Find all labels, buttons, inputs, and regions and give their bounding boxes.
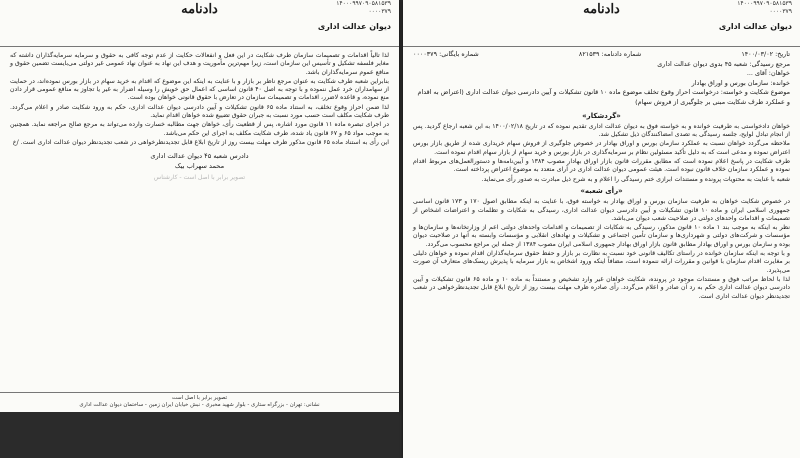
meta-plaintiff: خواهان: آقای ... bbox=[746, 69, 790, 78]
report-paragraph: طرف شکایت در پاسخ اعلام نموده است که مطابق مقررات قانون بازار اوراق بهادار مصوب ۱۳۸۴ و آیین‌نامه‌ها و دستورالعمل‌های مربوط اقدام نموده و عملکرد سازمان خلاف قانون نبوده است. هیئت عمومی دیوان عدالت اداری در آرای متعدد به موضوع اعتراض پرداخته است. bbox=[413, 158, 790, 174]
judge-name: محمد سهراب بیک bbox=[174, 162, 225, 171]
meta-archive: شماره بایگانی: ۰۰۰۰۳۷۹ bbox=[413, 50, 479, 58]
doc-number: ۱۴۰۰۰۹۹۷۰۹۰۵۸۱۵۳۹ bbox=[336, 0, 391, 7]
meta-file-no: شماره دادنامه: ۸۲۱۵۳۹ bbox=[578, 50, 642, 58]
meta-ref: مرجع رسیدگی: شعبه ۴۵ بدوی دیوان عدالت اداری bbox=[657, 59, 790, 68]
court-name: دیوان عدالت اداری bbox=[317, 22, 391, 31]
verdict-paragraph: و با توجه به اینکه سازمان خوانده در راستای تکالیف قانونی خود نسبت به نظارت بر بازار و حفظ حقوق سرمایه‌گذاران اقدام نموده و خواهان دلیلی بر مغایرت اقدام سازمان با قوانین و مقررات ارائه ننموده است، مضافاً اینکه ورود اشخاص به بازار سرمایه با پذیرش ریسک‌های متعارف آن صورت می‌پذیرد. bbox=[413, 250, 790, 274]
faint-note: تصویر برابر با اصل است - کارشناس bbox=[153, 174, 246, 182]
body-paragraph: در اجرای تبصره ماده ۱۱ قانون مورد اشاره، پس از قطعیت رأی، خواهان جهت مطالبه خسارت وارده می‌تواند به مرجع صالح مراجعه نماید. همچنین به موجب مواد ۶۵ و ۶۷ قانون یاد شده، طرف شکایت مکلف به اجرای این حکم می‌باشد. bbox=[10, 121, 389, 137]
report-heading: «گردشکار» bbox=[582, 111, 621, 120]
meta-subject: موضوع شکایت و خواسته: درخواست احراز وقوع تخلف موضوع ماده ۱۰ قانون تشکیلات و آیین دادرسی دیوان عدالت اداری (اعتراض به اقدام و عملکرد طرف شکایت مبنی بر جلوگیری از فروش سهام) bbox=[417, 88, 790, 106]
judge-signature bbox=[10, 151, 389, 171]
meta-date: تاریخ: ۱۴۰۰/۰۳/۰۲ bbox=[741, 50, 790, 58]
verdict-paragraph: لذا با لحاظ مراتب فوق و مستندات موجود در پرونده، شکایت خواهان غیر وارد تشخیص و مستنداً به ماده ۱۰ و ماده ۶۵ قانون تشکیلات و آیین دادرسی دیوان عدالت اداری حکم به رد آن صادر و اعلام می‌گردد. رأی صادره ظرف مهلت بیست روز از تاریخ ابلاغ قابل تجدیدنظرخواهی در شعب تجدیدنظر دیوان عدالت اداری است. bbox=[413, 275, 790, 300]
report-paragraph: ملاحظه می‌گردد خواهان نسبت به عملکرد سازمان بورس و اوراق بهادار در خصوص جلوگیری از فروش سهام خریداری شده از طریق بازار بورس اعتراض نموده و مدعی است که به دلیل تأکید مسئولین نظام بر سرمایه‌گذاری در بازار بورس و خرید سهام از بازار سهام اقدام نموده است. bbox=[413, 140, 790, 156]
judgment-page-2 bbox=[0, 0, 399, 412]
doc-number: ۱۴۰۰۰۹۹۷۰۹۰۵۸۱۵۳۹ bbox=[737, 0, 792, 7]
court-name: دیوان عدالت اداری bbox=[718, 22, 792, 31]
footer-certified: تصویر برابر با اصل است bbox=[171, 395, 228, 401]
meta-defendant: خوانده: سازمان بورس و اوراق بهادار bbox=[691, 78, 790, 87]
verdict-paragraph: نظر به اینکه به موجب بند ۱ ماده ۱۰ قانون مذکور، رسیدگی به شکایات از تصمیمات و اقدامات واحدهای دولتی اعم از وزارتخانه‌ها و سازمان‌ها و مؤسسات و شرکت‌های دولتی و شهرداری‌ها و سازمان تأمین اجتماعی و تشکیلات و نهادهای انقلابی و مؤسسات وابسته به آنها در صلاحیت دیوان بوده و سازمان بورس و اوراق بهادار مطابق قانون بازار اوراق بهادار جمهوری اسلامی ایران مصوب ۱۳۸۴ از جمله این مراجع محسوب می‌گردد. bbox=[413, 224, 790, 248]
brand-title: دادنامه bbox=[181, 2, 218, 17]
archive-number: ۰۰۰۰۳۷۹ bbox=[769, 8, 792, 15]
judge-title: دادرس شعبه ۴۵ دیوان عدالت اداری bbox=[150, 152, 249, 161]
verdict-paragraph: در خصوص شکایت خواهان به طرفیت سازمان بورس و اوراق بهادار به خواسته فوق، با عنایت به اینکه مطابق اصول ۱۷۰ و ۱۷۳ قانون اساسی جمهوری اسلامی ایران و ماده ۱۰ قانون تشکیلات و آیین دادرسی دیوان عدالت اداری، رسیدگی به شکایات و تظلمات و اعتراضات اشخاص از تصمیمات و اقدامات واحدهای دولتی در صلاحیت شعب دیوان می‌باشد. bbox=[413, 198, 790, 222]
verdict-heading: «رأی شعبه» bbox=[580, 186, 623, 195]
body-paragraph: این رأی به استناد ماده ۶۵ قانون مذکور ظرف مهلت بیست روز از تاریخ ابلاغ قابل تجدیدنظرخواهی در شعب تجدیدنظر دیوان عدالت اداری است. /خ bbox=[12, 138, 389, 146]
archive-number: ۰۰۰۰۳۷۹ bbox=[368, 8, 391, 15]
case-meta bbox=[403, 47, 800, 108]
page-footer bbox=[0, 392, 399, 412]
background-gap bbox=[0, 412, 399, 458]
judgment-page-1 bbox=[403, 0, 800, 458]
body-paragraph: بنابراین شعبه طرف شکایت به عنوان مرجع ناظر بر بازار و با عنایت به اینکه این موضوع که اقدام به خرید سهام در بازار بورس نموده‌اند، در حمایت از سهامداران خرد عمل ننموده و با توجه به اصل ۴۰ قانون اساسی که اعمال حق خویش را وسیله اضرار به غیر یا تجاوز به منافع عمومی قرار دادن منع نموده، و قاعده لاضرر، اقدامات و تصمیمات سازمان در تعارض با حقوق قانونی خواهان بوده است. bbox=[10, 77, 389, 102]
body-paragraph: لذا تالیاً اقدامات و تصمیمات سازمان طرف شکایت در این فعل و انفعالات حکایت از عدم توجه کافی به حقوق و سرمایه سرمایه‌گذاران داشته که مغایر فلسفه تشکیل و تأسیس این سازمان است، زیرا مهم‌ترین مأموریت و هدف این نهاد به عنوان نهاد عمومی غیر دولتی می‌بایست تضمین حقوق و منافع عموم سرمایه‌گذاران باشد. bbox=[10, 52, 389, 76]
judgment-body-continued bbox=[0, 47, 399, 184]
judgment-body bbox=[403, 108, 800, 303]
brand-title: دادنامه bbox=[583, 2, 620, 17]
footer-address: نشانی: تهران - بزرگراه ستاری - بلوار شهید مخبری - نبش خیابان ایران زمین - ساختمان دیوان عدالت اداری bbox=[79, 402, 320, 408]
report-paragraph: شعبه با عنایت به محتویات پرونده و مستندات ابرازی ختم رسیدگی را اعلام و به شرح ذیل مبادرت به صدور رأی می‌نماید. bbox=[481, 175, 790, 183]
page-header bbox=[403, 0, 800, 47]
report-paragraph: خواهان دادخواستی به طرفیت خوانده و به خواسته فوق به دیوان عدالت اداری تقدیم نموده که در تاریخ ۱۴۰۰/۰۲/۱۸ به این شعبه ارجاع گردید. پس از انجام تبادل لوایح، جلسه رسیدگی به تصدی امضاکنندگان ذیل تشکیل شد. bbox=[413, 122, 790, 139]
page-header bbox=[0, 0, 399, 47]
body-paragraph: لذا ضمن احراز وقوع تخلف، به استناد ماده ۶۵ قانون تشکیلات و آیین دادرسی دیوان عدالت اداری، حکم به ورود شکایت صادر و اعلام می‌گردد. طرف شکایت مکلف است حسب مورد نسبت به جبران حقوق تضییع شده خواهان اقدام نماید. bbox=[10, 103, 389, 120]
